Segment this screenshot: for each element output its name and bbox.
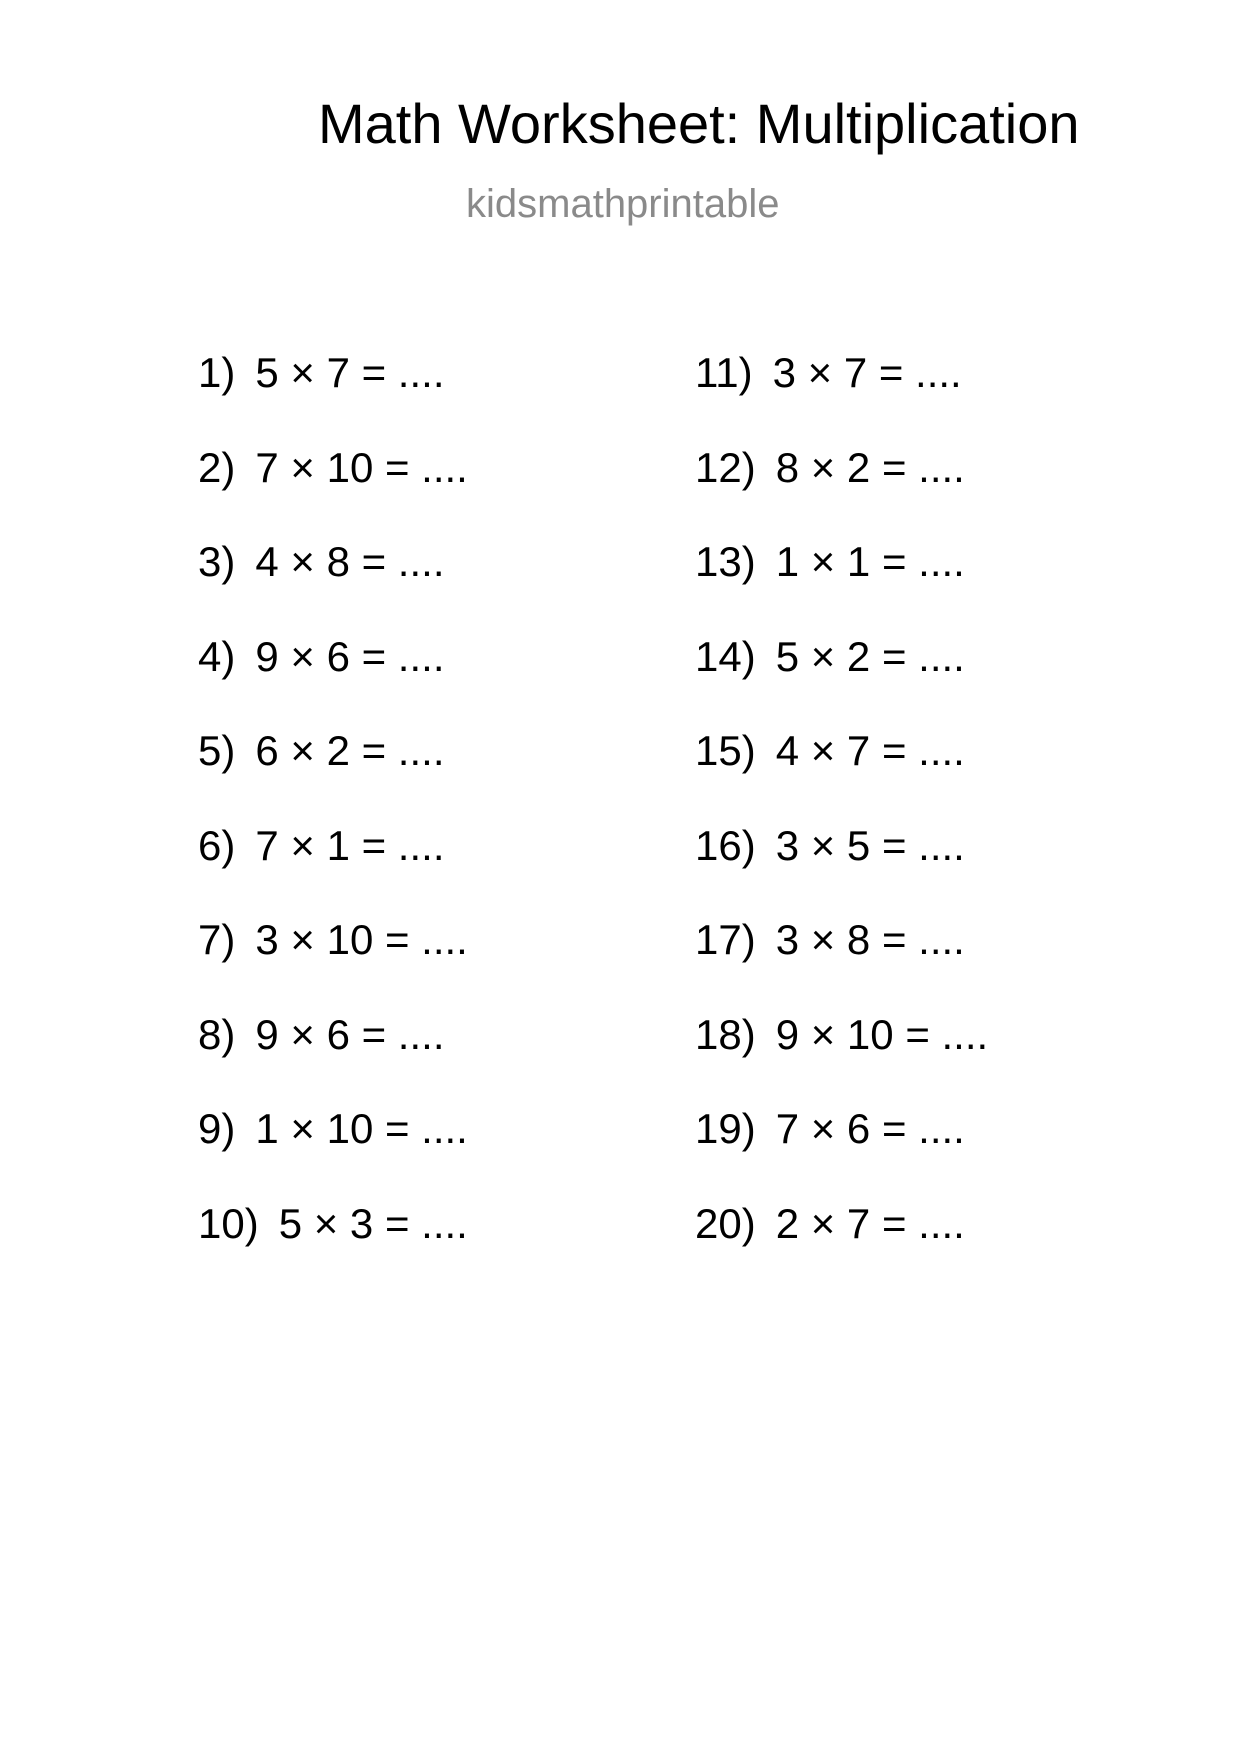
problem-number: 6): [198, 821, 236, 869]
problem-item: [198, 915, 678, 1010]
problem-expression: 9 × 6 = ....: [255, 1010, 445, 1058]
problem-item: [695, 1010, 1175, 1105]
problem-number: 18): [695, 1010, 756, 1058]
problem-number: 20): [695, 1199, 756, 1247]
problem-number: 8): [198, 1010, 236, 1058]
problem-number: 16): [695, 821, 756, 869]
problem-item: [198, 348, 678, 443]
problem-item: [695, 726, 1175, 821]
problem-item: [695, 443, 1175, 538]
problem-number: 9): [198, 1105, 236, 1152]
problem-item: [198, 726, 678, 821]
problem-expression: 5 × 2 = ....: [775, 632, 965, 680]
problem-expression: 5 × 3 = ....: [278, 1199, 468, 1247]
problem-number: 1): [198, 349, 236, 396]
problem-number: 12): [695, 443, 756, 491]
problem-expression: 2 × 7 = ....: [775, 1199, 965, 1247]
problem-number: 4): [198, 632, 236, 680]
problem-item: [198, 632, 678, 727]
problem-item: [198, 1010, 678, 1105]
problem-item: [695, 915, 1175, 1010]
problem-expression: 7 × 10 = ....: [255, 443, 468, 491]
problem-item: [198, 443, 678, 538]
problem-number: 15): [695, 727, 756, 774]
problem-item: [198, 537, 678, 632]
problem-number: 17): [695, 916, 756, 963]
problem-column-right: [695, 348, 1175, 1293]
problem-number: 2): [198, 443, 236, 491]
problem-item: [695, 537, 1175, 632]
problem-number: 3): [198, 538, 236, 585]
problem-expression: 7 × 1 = ....: [255, 821, 445, 869]
problem-expression: 3 × 10 = ....: [255, 916, 468, 963]
problem-item: [695, 821, 1175, 916]
problem-expression: 4 × 7 = ....: [775, 727, 965, 774]
problem-number: 19): [695, 1105, 756, 1152]
problem-expression: 8 × 2 = ....: [775, 443, 965, 491]
problem-expression: 9 × 10 = ....: [775, 1010, 989, 1058]
problem-expression: 5 × 7 = ....: [255, 349, 445, 396]
problem-expression: 1 × 10 = ....: [255, 1105, 468, 1152]
problem-number: 14): [695, 632, 756, 680]
problem-item: [198, 1104, 678, 1199]
problem-expression: 3 × 8 = ....: [775, 916, 965, 963]
problem-expression: 3 × 5 = ....: [775, 821, 965, 869]
problem-number: 7): [198, 916, 236, 963]
problem-expression: 9 × 6 = ....: [255, 632, 445, 680]
problem-expression: 3 × 7 = ....: [772, 349, 962, 396]
page-title: Math Worksheet: Multiplication: [318, 92, 1080, 155]
problem-expression: 4 × 8 = ....: [255, 538, 445, 585]
problem-item: [695, 348, 1175, 443]
problem-item: [695, 632, 1175, 727]
problem-item: [695, 1104, 1175, 1199]
problem-column-left: [198, 348, 678, 1293]
problem-number: 5): [198, 727, 236, 774]
problem-item: [695, 1199, 1175, 1294]
problem-number: 13): [695, 538, 756, 585]
page-subtitle: kidsmathprintable: [466, 182, 780, 226]
problem-expression: 6 × 2 = ....: [255, 727, 445, 774]
problem-item: [198, 1199, 678, 1294]
problem-number: 11): [695, 349, 753, 396]
problem-expression: 1 × 1 = ....: [775, 538, 965, 585]
problem-number: 10): [198, 1199, 259, 1247]
problem-expression: 7 × 6 = ....: [775, 1105, 965, 1152]
problem-item: [198, 821, 678, 916]
